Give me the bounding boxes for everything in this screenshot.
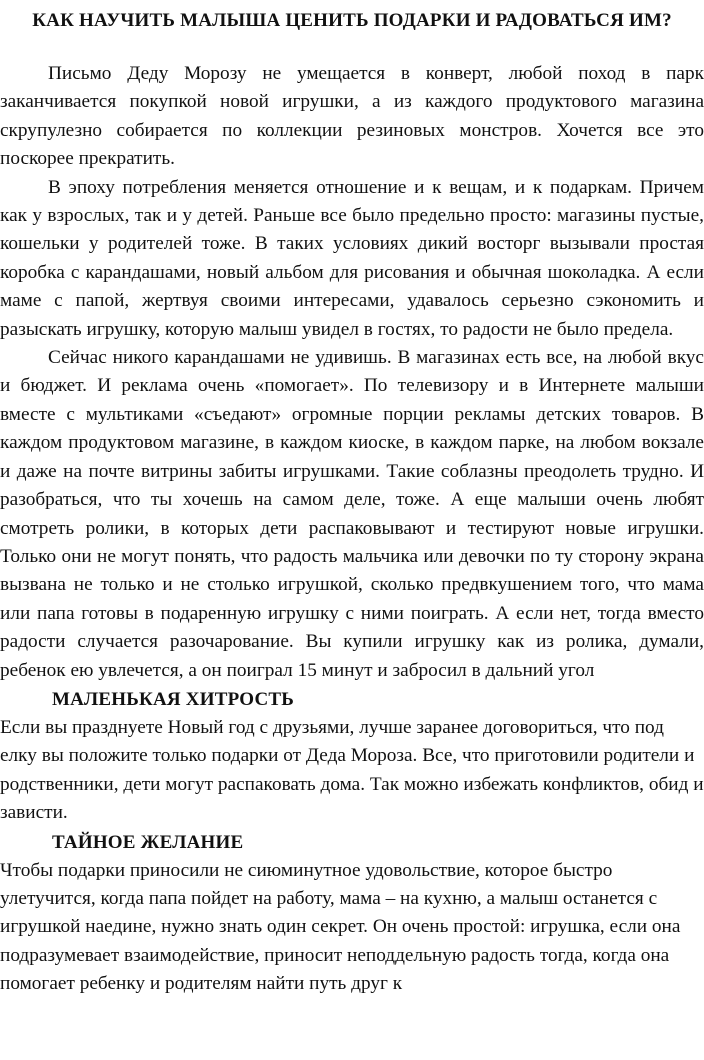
document-body [0,60,704,999]
section-text-secret-wish: Чтобы подарки приносили не сиюминутное удовольствие, которое быстро улетучится, когда папа пойдет на работу, мама – на кухню, а малыш останется с игрушкой наедине, нужно знать один секрет. Он очень простой: игрушка, если она подразумевает взаимодействие, приносит неподдельную радость тогда, когда она помогает ребенку и родителям найти путь друг к [0,859,681,995]
paragraph-3: Сейчас никого карандашами не удивишь. В магазинах есть все, на любой вкус и бюджет. И реклама очень «помогает». По телевизору и в Интернете малыши вместе с мультиками «съедают» огромные порции рекламы детских товаров. В каждом продуктовом магазине, в каждом киоске, в каждом парке, на любом вокзале и даже на почте витрины забиты игрушками. Такие соблазны преодолеть трудно. И разобраться, что ты хочешь на самом деле, тоже. А еще малыши очень любят смотреть ролики, в которых дети распаковывают и тестируют новые игрушки. Только они не могут понять, что радость мальчика или девочки по ту сторону экрана вызвана не только и не столько игрушкой, сколько предвкушением того, что мама или папа готовы в подаренную игрушку с ними поиграть. А если нет, тогда вместо радости случается разочарование. Вы купили игрушку как из ролика, думали, ребенок ею увлечется, а он поиграл 15 минут и забросил в дальний угол [0,347,704,681]
paragraph-2: В эпоху потребления меняется отношение и к вещам, и к подаркам. Причем как у взрослых, так и у детей. Раньше все было предельно просто: магазины пустые, кошельки у родителей тоже. В таких условиях дикий восторг вызывали простая коробка с карандашами, новый альбом для рисования и обычная шоколадка. А если маме с папой, жертвуя своими интересами, удавалось серьезно сэкономить и разыскать игрушку, которую малыш увидел в гостях, то радости не было предела. [0,176,704,340]
section-heading-little-trick: МАЛЕНЬКАЯ ХИТРОСТЬ [52,688,295,710]
section-heading-secret-wish: ТАЙНОЕ ЖЕЛАНИЕ [52,831,244,853]
paragraph-1: Письмо Деду Морозу не умещается в конверт, любой поход в парк заканчивается покупкой новой игрушки, а из каждого продуктового магазина скрупулезно собирается по коллекции резиновых монстров. Хочется все это поскорее прекратить. [0,63,704,170]
document-title: КАК НАУЧИТЬ МАЛЫША ЦЕНИТЬ ПОДАРКИ И РАДОВАТЬСЯ ИМ? [32,10,672,31]
section-text-little-trick: Если вы празднуете Новый год с друзьями, лучше заранее договориться, что под елку вы положите только подарки от Деда Мороза. Все, что приготовили родители и родственники, дети могут распаковать дома. Так можно избежать конфликтов, обид и зависти. [0,716,704,824]
